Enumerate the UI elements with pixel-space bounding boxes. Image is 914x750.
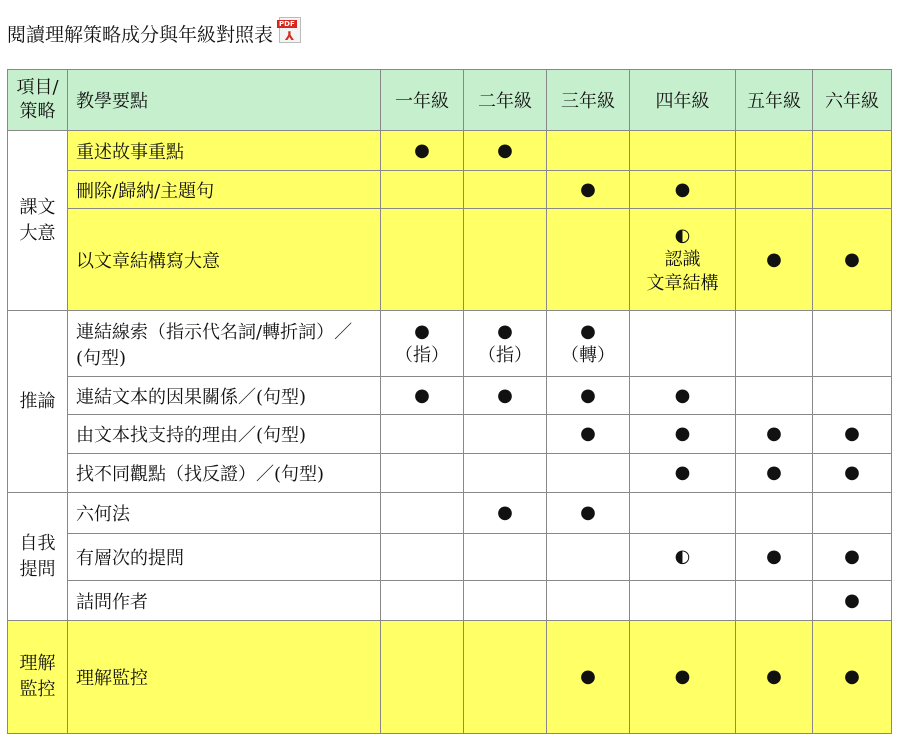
- teaching-point: 以文章結構寫大意: [68, 209, 381, 311]
- grade-mark-cell: [813, 493, 892, 534]
- grade-mark-cell: [547, 209, 630, 311]
- grade-mark-cell: ●: [381, 131, 464, 171]
- grade-mark-cell: ●: [547, 621, 630, 734]
- grade-mark-cell: ●: [813, 209, 892, 311]
- grade-mark-cell: ●: [813, 534, 892, 581]
- grade-mark-cell: ◐: [630, 534, 736, 581]
- grade-mark-cell: [813, 377, 892, 415]
- grade-mark-cell: [381, 171, 464, 209]
- grade-mark-cell: ●: [630, 415, 736, 454]
- strategy-grade-table: [7, 69, 892, 734]
- category-cell: 自我提問: [8, 493, 68, 621]
- table-row: [8, 311, 892, 377]
- grade-mark-cell: ●: [630, 454, 736, 493]
- category-cell: 課文大意: [8, 131, 68, 311]
- grade-mark-cell: ●: [547, 171, 630, 209]
- grade-mark-cell: ●: [464, 493, 547, 534]
- grade-mark-cell: [736, 311, 813, 377]
- grade-mark-cell: [630, 493, 736, 534]
- grade-mark-cell: ●: [813, 621, 892, 734]
- grade-mark-cell: [813, 131, 892, 171]
- teaching-point: 詰問作者: [68, 581, 381, 621]
- grade-mark-cell: [736, 581, 813, 621]
- grade-mark-cell: ●: [464, 377, 547, 415]
- grade-mark-cell: [630, 581, 736, 621]
- header-grade-6: 六年級: [813, 70, 892, 131]
- grade-mark-cell: [381, 621, 464, 734]
- header-grade-2: 二年級: [464, 70, 547, 131]
- page-title: [7, 20, 301, 47]
- grade-mark-cell: [381, 534, 464, 581]
- grade-mark-cell: [381, 415, 464, 454]
- table-row: [8, 131, 892, 171]
- teaching-point: 理解監控: [68, 621, 381, 734]
- grade-mark-cell: [464, 534, 547, 581]
- grade-mark-cell: ●: [547, 377, 630, 415]
- category-cell: 理解監控: [8, 621, 68, 734]
- teaching-point: 有層次的提問: [68, 534, 381, 581]
- pdf-icon[interactable]: PDF ⅄: [279, 17, 301, 43]
- table-row: [8, 581, 892, 621]
- grade-mark-cell: ◐ 認識 文章結構: [630, 209, 736, 311]
- table-row: [8, 209, 892, 311]
- teaching-point: 六何法: [68, 493, 381, 534]
- table-row: [8, 377, 892, 415]
- grade-mark-cell: ● （指）: [381, 311, 464, 377]
- header-grade-4: 四年級: [630, 70, 736, 131]
- grade-mark-cell: ● （指）: [464, 311, 547, 377]
- grade-mark-cell: ● （轉）: [547, 311, 630, 377]
- grade-mark-cell: [813, 171, 892, 209]
- grade-mark-cell: [464, 454, 547, 493]
- grade-mark-cell: [464, 171, 547, 209]
- grade-mark-cell: [464, 581, 547, 621]
- table-row: [8, 454, 892, 493]
- table-row: [8, 171, 892, 209]
- grade-mark-cell: [813, 311, 892, 377]
- grade-mark-cell: ●: [464, 131, 547, 171]
- table-row: [8, 493, 892, 534]
- grade-mark-cell: ●: [736, 209, 813, 311]
- grade-mark-cell: ●: [630, 621, 736, 734]
- grade-mark-cell: [464, 415, 547, 454]
- grade-mark-cell: ●: [736, 454, 813, 493]
- grade-mark-cell: ●: [813, 581, 892, 621]
- header-grade-3: 三年級: [547, 70, 630, 131]
- grade-mark-cell: [381, 493, 464, 534]
- grade-mark-cell: ●: [547, 493, 630, 534]
- teaching-point: 刪除/歸納/主題句: [68, 171, 381, 209]
- grade-mark-cell: [547, 581, 630, 621]
- teaching-point: 由文本找支持的理由／(句型): [68, 415, 381, 454]
- teaching-point: 重述故事重點: [68, 131, 381, 171]
- table-row: [8, 534, 892, 581]
- header-point: 教學要點: [68, 70, 381, 131]
- teaching-point: 找不同觀點（找反證）／(句型): [68, 454, 381, 493]
- grade-mark-cell: [547, 131, 630, 171]
- header-category: 項目/策略: [8, 70, 68, 131]
- grade-mark-cell: ●: [736, 621, 813, 734]
- teaching-point: 連結文本的因果關係／(句型): [68, 377, 381, 415]
- grade-mark-cell: [736, 377, 813, 415]
- grade-mark-cell: ●: [381, 377, 464, 415]
- grade-mark-cell: [630, 131, 736, 171]
- pdf-icon-label: PDF: [279, 19, 295, 28]
- grade-mark-cell: ●: [547, 415, 630, 454]
- title-text: 閱讀理解策略成分與年級對照表: [7, 24, 274, 46]
- grade-mark-cell: [464, 621, 547, 734]
- grade-mark-cell: [381, 581, 464, 621]
- grade-mark-cell: [464, 209, 547, 311]
- grade-mark-cell: [381, 454, 464, 493]
- grade-mark-cell: [547, 454, 630, 493]
- header-grade-5: 五年級: [736, 70, 813, 131]
- grade-mark-cell: [736, 171, 813, 209]
- header-row: [8, 70, 892, 131]
- grade-mark-cell: ●: [630, 377, 736, 415]
- table-row: [8, 415, 892, 454]
- grade-mark-cell: [736, 131, 813, 171]
- header-grade-1: 一年級: [381, 70, 464, 131]
- grade-mark-cell: [381, 209, 464, 311]
- category-cell: 推論: [8, 311, 68, 493]
- grade-mark-cell: [736, 493, 813, 534]
- teaching-point: 連結線索（指示代名詞/轉折詞）／(句型): [68, 311, 381, 377]
- grade-mark-cell: ●: [736, 415, 813, 454]
- grade-mark-cell: ●: [813, 454, 892, 493]
- grade-mark-cell: ●: [630, 171, 736, 209]
- grade-mark-cell: [547, 534, 630, 581]
- grade-mark-cell: ●: [736, 534, 813, 581]
- table-row: [8, 621, 892, 734]
- grade-mark-cell: ●: [813, 415, 892, 454]
- grade-mark-cell: [630, 311, 736, 377]
